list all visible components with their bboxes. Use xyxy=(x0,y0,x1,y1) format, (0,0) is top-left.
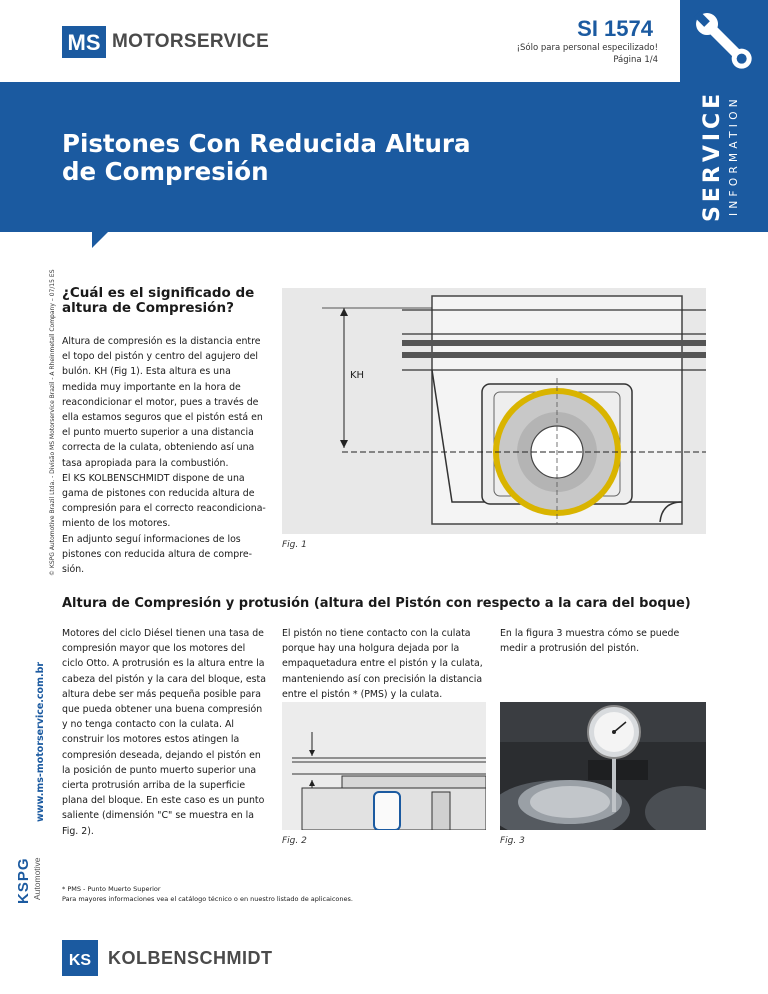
paragraph-line: que pueda obtener una buena compresión xyxy=(62,704,263,716)
paragraph-line: empaquetadura entre el pistón y la culata, xyxy=(282,658,483,670)
paragraph-line: construir los motores estos atingen la xyxy=(62,734,240,746)
paragraph-line: plana del bloque. En este caso es un punto xyxy=(62,795,265,807)
section2-column-3 xyxy=(500,626,706,656)
section1-heading-line-1: ¿Cuál es el significado de xyxy=(62,285,255,301)
paragraph-line: reacondicionar el motor, pues a través de xyxy=(62,396,259,408)
audience-note: ¡Sólo para personal especilizado! xyxy=(516,43,658,53)
ks-logo xyxy=(62,940,98,976)
paragraph-line: bulón. KH (Fig 1). Esta altura es una xyxy=(62,366,231,378)
paragraph-line: compresión mayor que los motores del xyxy=(62,643,246,655)
paragraph-line: miento de los motores. xyxy=(62,518,171,530)
section1-heading-line-2: altura de Compresión? xyxy=(62,300,234,316)
figure-3-dial-gauge-photo xyxy=(500,702,706,830)
figure-1-piston-drawing xyxy=(282,288,706,534)
kspg-logo: KSPG xyxy=(15,857,32,904)
footnote-line-2: Para mayores informaciones vea el catálogo técnico o en nuestro listado de aplicaicones. xyxy=(62,895,353,903)
paragraph-line: Motores del ciclo Diésel tienen una tasa de xyxy=(62,628,264,639)
wrench-icon xyxy=(680,0,768,82)
footnote-line-1: * PMS - Punto Muerto Superior xyxy=(62,885,161,893)
paragraph-line: altura debe ser más pequeña posible para xyxy=(62,688,262,700)
figure-3-caption: Fig. 3 xyxy=(500,836,525,846)
kolbenschmidt-wordmark: KOLBENSCHMIDT xyxy=(108,948,273,968)
title-line-1: Pistones Con Reducida Altura xyxy=(62,129,471,158)
paragraph-line: Altura de compresión es la distancia entre xyxy=(62,336,261,347)
svg-text:KS: KS xyxy=(68,952,92,969)
section2-column-1 xyxy=(62,626,272,839)
paragraph-line: El pistón no tiene contacto con la culata xyxy=(282,628,471,639)
svg-text:MS: MS xyxy=(67,30,101,55)
paragraph-line: porque hay una holgura dejada por la xyxy=(282,643,460,655)
paragraph-line: cabeza del pistón y la cara del bloque, esta xyxy=(62,673,266,685)
information-label: INFORMATION xyxy=(728,95,740,216)
band-notch xyxy=(92,232,108,248)
paragraph-line: el topo del pistón y centro del agujero del xyxy=(62,351,258,363)
page-title xyxy=(62,130,582,186)
paragraph-line: En la figura 3 muestra cómo se puede xyxy=(500,628,680,639)
ms-logo xyxy=(62,26,106,58)
section1-paragraph xyxy=(62,334,274,577)
paragraph-line: gama de pistones con reducida altura de xyxy=(62,488,255,500)
figure-2-protrusion-drawing xyxy=(282,702,486,830)
service-label: SERVICE xyxy=(700,89,725,222)
paragraph-line: la posición de punto muerto superior una xyxy=(62,764,257,776)
si-number: SI 1574 xyxy=(577,16,653,41)
paragraph-line: correcta de la culata, obteniendo así una xyxy=(62,442,255,454)
paragraph-line: sión. xyxy=(62,564,85,576)
paragraph-line: saliente (dimensión "C" se muestra en la xyxy=(62,810,254,822)
section2-column-2 xyxy=(282,626,486,702)
kh-label: KH xyxy=(350,370,365,381)
paragraph-line: Fig. 2). xyxy=(62,825,94,837)
paragraph-line: medida muy importante en la hora de xyxy=(62,381,241,393)
paragraph-line: medir a protrusión del pistón. xyxy=(500,643,640,655)
copyright-note: © KSPG Automotive Brazil Ltda. - Divisão MS Motorservice Brazil - A Rheinmetall Company – 07/15 ES xyxy=(49,269,56,576)
paragraph-line: En adjunto seguí informaciones de los xyxy=(62,533,241,545)
page-header xyxy=(0,0,768,82)
section2-heading: Altura de Compresión y protusión (altura del Pistón con respecto a la cara del boque) xyxy=(62,596,691,611)
paragraph-line: ciclo Otto. A protrusión es la altura entre la xyxy=(62,658,265,670)
website-link[interactable]: www.ms-motorservice.com.br xyxy=(35,661,46,822)
figure-1-caption: Fig. 1 xyxy=(282,540,307,550)
figure-2-caption: Fig. 2 xyxy=(282,836,307,846)
title-line-2: de Compresión xyxy=(62,157,269,186)
paragraph-line: el punto muerto superior a una distancia xyxy=(62,427,254,439)
automotive-label: Automotive xyxy=(32,857,42,900)
section1-heading xyxy=(62,286,282,316)
paragraph-line: compresión para el correcto reacondiciona- xyxy=(62,503,266,515)
paragraph-line: entre el pistón * (PMS) y la culata. xyxy=(282,688,443,700)
paragraph-line: tasa apropiada para la combustión. xyxy=(62,457,229,469)
paragraph-line: El KS KOLBENSCHMIDT dispone de una xyxy=(62,472,245,484)
si-subtitle xyxy=(517,42,658,66)
paragraph-line: manteniendo así con precisión la distancia xyxy=(282,673,483,685)
page-number: Página 1/4 xyxy=(613,55,658,65)
paragraph-line: compresión deseada, dejando el pistón en xyxy=(62,749,261,761)
paragraph-line: cierta protrusión arriba de la superficie xyxy=(62,780,246,792)
motorservice-wordmark: MOTORSERVICE xyxy=(112,31,270,52)
paragraph-line: pistones con reducida altura de compre- xyxy=(62,548,252,560)
footnote xyxy=(62,884,353,904)
paragraph-line: y no tenga contacto con la culata. Al xyxy=(62,719,235,731)
paragraph-line: ella estamos seguros que el pistón está en xyxy=(62,412,263,424)
